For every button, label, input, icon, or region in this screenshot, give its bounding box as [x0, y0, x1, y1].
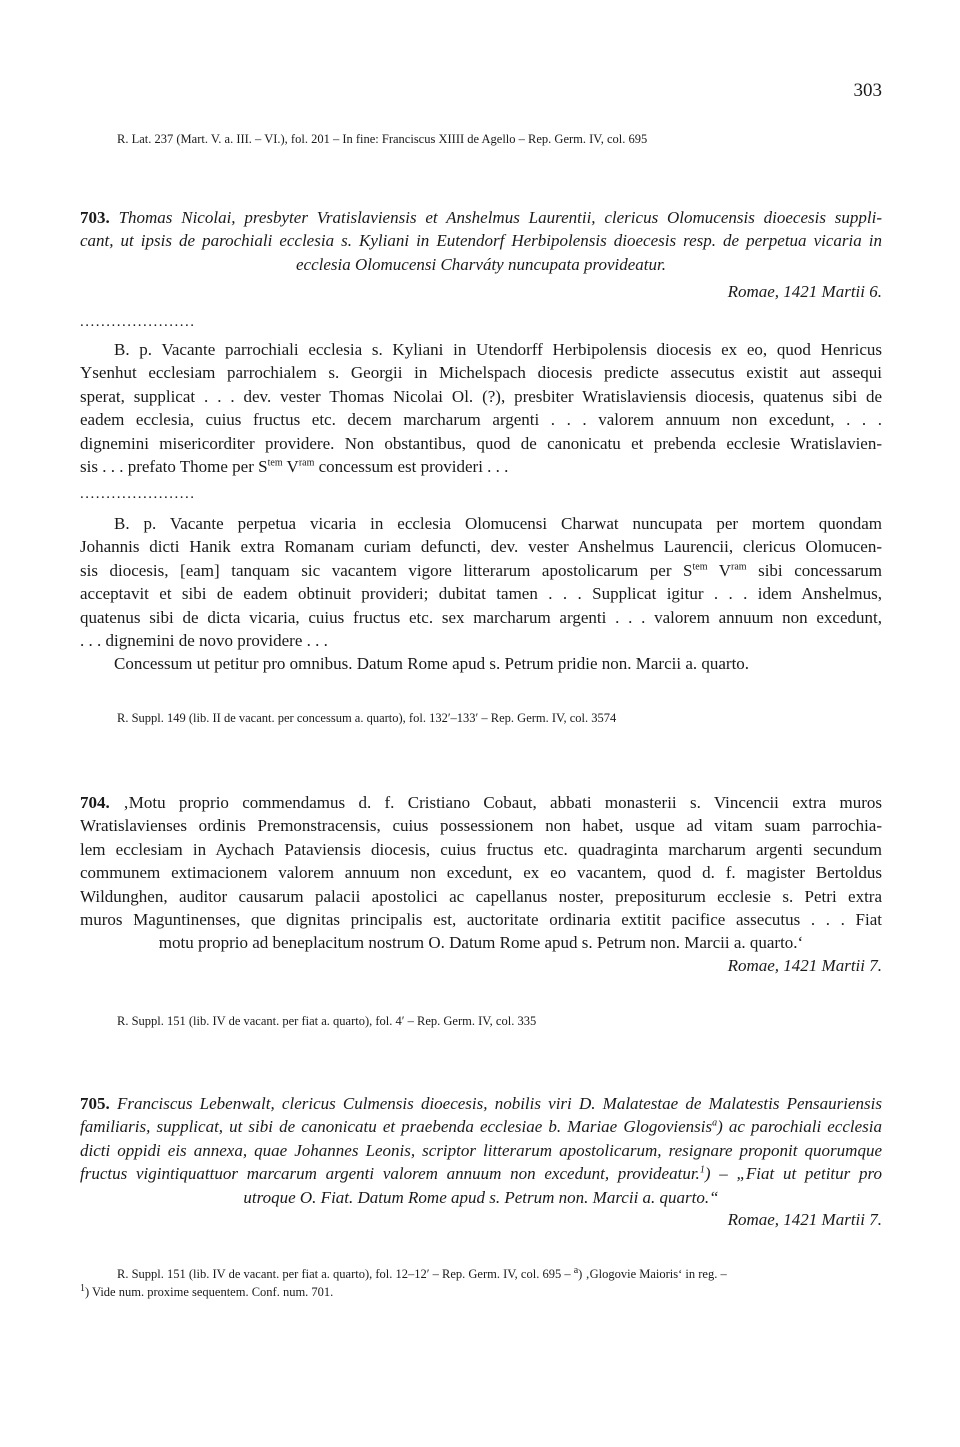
text-line: Wratislavienses ordinis Premonstracensis, cuius possessionem non habet, usque ad vitam suam parrochia-: [80, 816, 882, 836]
ellipsis-marker: ......................: [80, 314, 196, 330]
text-line: eadem ecclesia, cuius fructus etc. decem marcharum argenti . . . valorem annuum non excedunt, . . .: [80, 410, 882, 430]
entry-703-date: Romae, 1421 Martii 6.: [727, 282, 882, 301]
text-line: dignemini misericorditer providere. Non obstantibus, quod de canonicatu et prebenda ecclesie Wratislavien-: [80, 433, 882, 453]
entry-703-heading-line: cant, ut ipsis de parochiali ecclesia s. Kyliani in Eutendorf Herbipolensis dioecesis resp. de perpetua vicaria in: [80, 231, 882, 251]
text-line: acceptavit et sibi de eadem obtinuit provideri; dubitat tamen . . . Supplicat igitur . . . idem Anshelmus,: [80, 584, 882, 604]
entry-704-date: Romae, 1421 Martii 7.: [727, 956, 882, 975]
text-line: quatenus sibi de dicta vicaria, cuius fructus etc. sex marcharum argenti . . . valorem annuum non excedunt,: [80, 607, 882, 627]
text-line: muros Maguntinenses, que dignitas principalis est, auctoritate ordinaria extitit pacifice assecutus . . . Fiat: [80, 910, 882, 930]
page-number: 303: [853, 80, 882, 101]
text-line: . . . dignemini de novo providere . . .: [80, 631, 328, 651]
entry-705-source-line-1: R. Suppl. 151 (lib. IV de vacant. per fiat a. quarto), fol. 12–12′ – Rep. Germ. IV, col. 695 – $^a$) ‚Glogovie Maioris‘ in reg. –: [117, 1264, 727, 1281]
text-line: sperat, supplicat . . . dev. vester Thomas Nicolai Ol. (?), presbiter Wratislaviensis diocesis, quatenus sibi de: [80, 386, 882, 406]
entry-704-source: R. Suppl. 151 (lib. IV de vacant. per fiat a. quarto), fol. 4′ – Rep. Germ. IV, col. 335: [117, 1014, 537, 1028]
entry-703-heading-line: ecclesia Olomucensi Charváty nuncupata provideatur.: [296, 254, 666, 274]
entry-number: 703.: [80, 208, 110, 227]
entry-703-source: R. Suppl. 149 (lib. II de vacant. per concessum a. quarto), fol. 132′–133′ – Rep. Germ. IV, col. 3574: [117, 711, 617, 725]
entry-704-text: [80, 791, 882, 955]
entry-703-heading: [80, 206, 882, 276]
text-line: utroque O. Fiat. Datum Rome apud s. Petrum non. Marcii a. quarto.“: [243, 1187, 719, 1207]
text-line: motu proprio ad beneplacitum nostrum O. Datum Rome apud s. Petrum non. Marcii a. quarto.‘: [158, 933, 804, 953]
entry-703-heading-line: 703. Thomas Nicolai, presbyter Vratislaviensis et Anshelmus Laurentii, clericus Olomucensis dioecesis suppli-: [80, 208, 883, 227]
text-line: Wildunghen, auditor causarum palacii apostolici ac capellanus noster, prepositurum ecclesie s. Petri extra: [80, 886, 882, 906]
entry-703-paragraph-1: [80, 338, 882, 478]
text-line: familiaris, supplicat, ut sibi de canonicatu et praebenda ecclesiae b. Mariae Glogoviensis$^a$) ac parochiali ecclesia: [80, 1117, 882, 1137]
text-line: 704. ‚Motu proprio commendamus d. f. Cristiano Cobaut, abbati monasterii s. Vincencii extra muros: [80, 793, 882, 812]
entry-705-date: Romae, 1421 Martii 7.: [727, 1210, 882, 1229]
text-line: Johannis dicti Hanik extra Romanam curiam defuncti, dev. vester Anshelmus Laurencii, clericus Olomucen-: [80, 537, 882, 557]
entry-703-paragraph-2: [80, 512, 882, 676]
text-line: fructus vigintiquattuor marcarum argenti valorem annuum non excedunt, provideatur.$^1$) – „Fiat ut petitur pro: [80, 1164, 882, 1184]
text-line: dicti oppidi eis annexa, quae Johannes Leonis, scriptor litterarum apostolicarum, resignare proponit quorumque: [80, 1140, 882, 1160]
text-line: B. p. Vacante perpetua vicaria in ecclesia Olomucensi Charwat nuncupata per mortem quondam: [114, 514, 882, 533]
ellipsis-marker: ......................: [80, 486, 196, 502]
entry-number: 704.: [80, 793, 110, 812]
entry-705-text: [80, 1092, 882, 1209]
text-line: sis . . . prefato Thome per $S^{tem}$ $V^{ram}$ concessum est provideri . . .: [80, 457, 509, 477]
text-line: lem ecclesiam in Aychach Pataviensis diocesis, cuius fructus etc. quadraginta marcharum argenti secundum: [80, 839, 882, 859]
text-line: sis diocesis, [eam] tanquam sic vacantem vigore litterarum apostolicarum per $S^{tem}$ $V^{ram}$ sibi concessarum: [80, 560, 882, 580]
top-source-reference: R. Lat. 237 (Mart. V. a. III. – VI.), fol. 201 – In fine: Franciscus XIIII de Agello – Rep. Germ. IV, col. 695: [117, 132, 648, 146]
text-line: 705. Franciscus Lebenwalt, clericus Culmensis dioecesis, nobilis viri D. Malatestae de Malatestis Pensauriensis: [80, 1094, 883, 1113]
text-line: Ysenhut ecclesiam parrochialem s. Georgii in Michelspach diocesis predicte assecutus existit aut assequi: [80, 363, 882, 383]
text-line: communem extimacionem valorem annuum non excedunt, ex eo vacantem, quod d. f. magister Bertoldus: [80, 863, 882, 883]
entry-705-source-line-2: $^1$) Vide num. proxime sequentem. Conf. num. 701.: [80, 1282, 334, 1299]
text-line: B. p. Vacante parrochiali ecclesia s. Kyliani in Utendorff Herbipolensis diocesis ex eo, quod Henricus: [114, 340, 882, 359]
concessum-line: Concessum ut petitur pro omnibus. Datum Rome apud s. Petrum pridie non. Marcii a. quarto.: [114, 654, 750, 674]
entry-number: 705.: [80, 1094, 110, 1113]
